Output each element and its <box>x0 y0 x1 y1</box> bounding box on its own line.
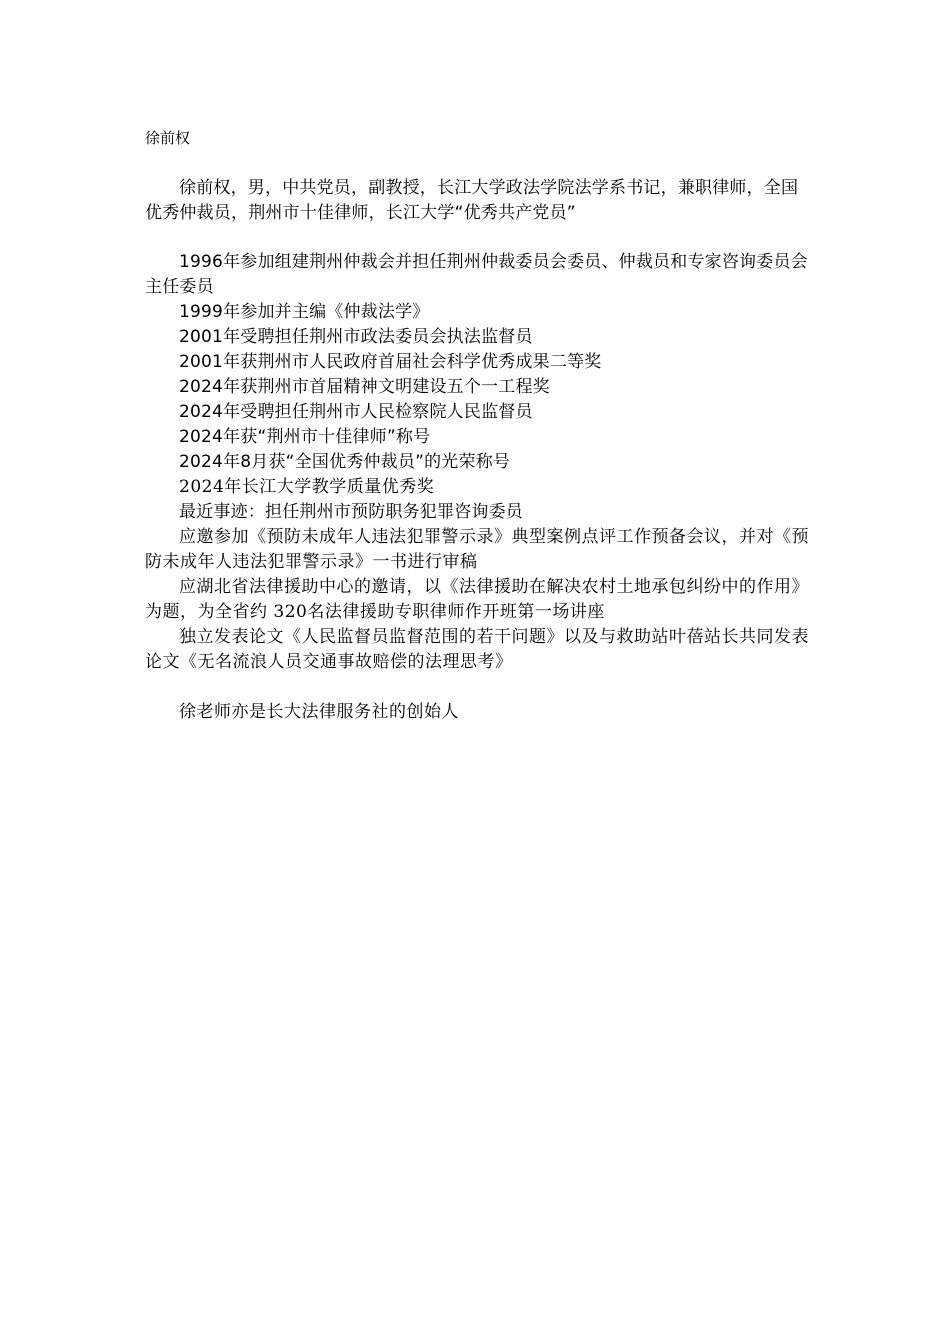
event-item: 2001年获荆州市人民政府首届社会科学优秀成果二等奖 <box>179 352 602 372</box>
event-item: 1999年参加并主编《仲裁法学》 <box>179 302 430 322</box>
biography-intro: 徐前权，男，中共党员，副教授，长江大学政法学院法学系书记，兼职律师，全国优秀仲裁员，荆州市十佳律师，长江大学“优秀共产党员” <box>145 178 799 223</box>
recent-item: 应湖北省法律援助中心的邀请，以《法律援助在解决农村土地承包纠纷中的作用》为题，为全省约 320名法律援助专职律师作开班第一场讲座 <box>145 577 809 622</box>
event-item: 1996年参加组建荆州仲裁会并担任荆州仲裁委员会委员、仲裁员和专家咨询委员会主任委员 <box>145 252 808 297</box>
teaching-award: 2024年长江大学教学质量优秀奖 <box>179 477 435 497</box>
events-section <box>145 250 810 675</box>
event-item: 2024年获荆州市首届精神文明建设五个一工程奖 <box>179 377 550 397</box>
recent-item: 独立发表论文《人民监督员监督范围的若干问题》以及与救助站叶蓓站长共同发表论文《无名流浪人员交通事故赔偿的法理思考》 <box>145 627 809 672</box>
document-title: 徐前权 <box>145 129 191 147</box>
event-item: 2001年受聘担任荆州市政法委员会执法监督员 <box>179 327 533 347</box>
event-item: 2024年8月获“全国优秀仲裁员”的光荣称号 <box>179 452 511 472</box>
recent-item: 应邀参加《预防未成年人违法犯罪警示录》典型案例点评工作预备会议，并对《预防未成年人违法犯罪警示录》一书进行审稿 <box>145 527 809 572</box>
founder-note: 徐老师亦是长大法律服务社的创始人 <box>179 702 459 722</box>
recent-events-heading: 最近事迹：担任荆州市预防职务犯罪咨询委员 <box>179 502 523 522</box>
founder-section <box>145 700 810 725</box>
event-item: 2024年受聘担任荆州市人民检察院人民监督员 <box>179 402 533 422</box>
event-item: 2024年获“荆州市十佳律师”称号 <box>179 427 431 447</box>
biography-section <box>145 176 810 226</box>
